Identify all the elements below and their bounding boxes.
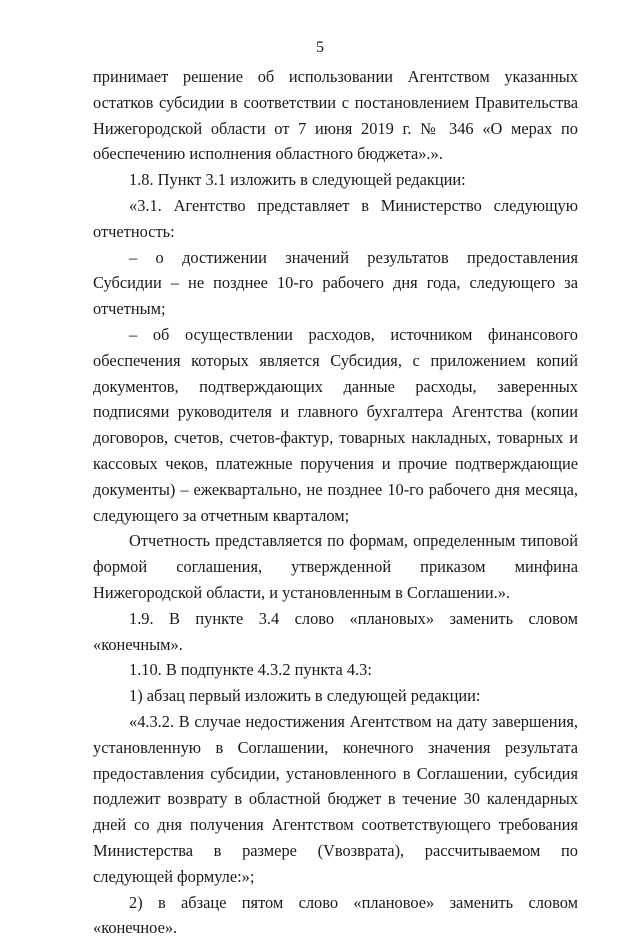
page-number: 5 [0,38,640,58]
paragraph-subitem-1: 1) абзац первый изложить в следующей редакции: [93,683,578,709]
paragraph-item-1-9: 1.9. В пункте 3.4 слово «плановых» заменить словом «конечным». [93,606,578,658]
paragraph-subitem-2: 2) в абзаце пятом слово «плановое» заменить словом «конечное». [93,890,578,941]
paragraph-dash-expenses: – об осуществлении расходов, источником финансового обеспечения которых является Субсидия, с приложением копий документов, подтверждающих данные расходы, заверенных подписями руководителя и главного бухгалтера Агентства (копии договоров, счетов, счетов-фактур, товарных накладных, товарных и кассовых чеков, платежные поручения и прочие подтверждающие документы) – ежеквартально, не позднее 10-го рабочего дня месяца, следующего за отчетным кварталом; [93,322,578,528]
document-body [93,64,578,941]
paragraph-item-1-8: 1.8. Пункт 3.1 изложить в следующей редакции: [93,167,578,193]
paragraph-continuation: принимает решение об использовании Агентством указанных остатков субсидии в соответствии с постановлением Правительства Нижегородской области от 7 июня 2019 г. № 346 «О мерах по обеспечению исполнения областного бюджета».». [93,64,578,167]
paragraph-clause-4-3-2: «4.3.2. В случае недостижения Агентством на дату завершения, установленную в Соглашении, конечного значения результата предоставления субсидии, установленного в Соглашении, субсидия подлежит возврату в областной бюджет в течение 30 календарных дней со дня получения Агентством соответствующего требования Министерства в размере (Vвозврата), рассчитываемом по следующей формуле:»; [93,709,578,890]
paragraph-dash-results: – о достижении значений результатов предоставления Субсидии – не позднее 10-го рабочего дня года, следующего за отчетным; [93,245,578,322]
paragraph-clause-3-1: «3.1. Агентство представляет в Министерство следующую отчетность: [93,193,578,245]
paragraph-reporting-forms: Отчетность представляется по формам, определенным типовой формой соглашения, утвержденной приказом минфина Нижегородской области, и установленным в Соглашении.». [93,528,578,605]
paragraph-item-1-10: 1.10. В подпункте 4.3.2 пункта 4.3: [93,657,578,683]
